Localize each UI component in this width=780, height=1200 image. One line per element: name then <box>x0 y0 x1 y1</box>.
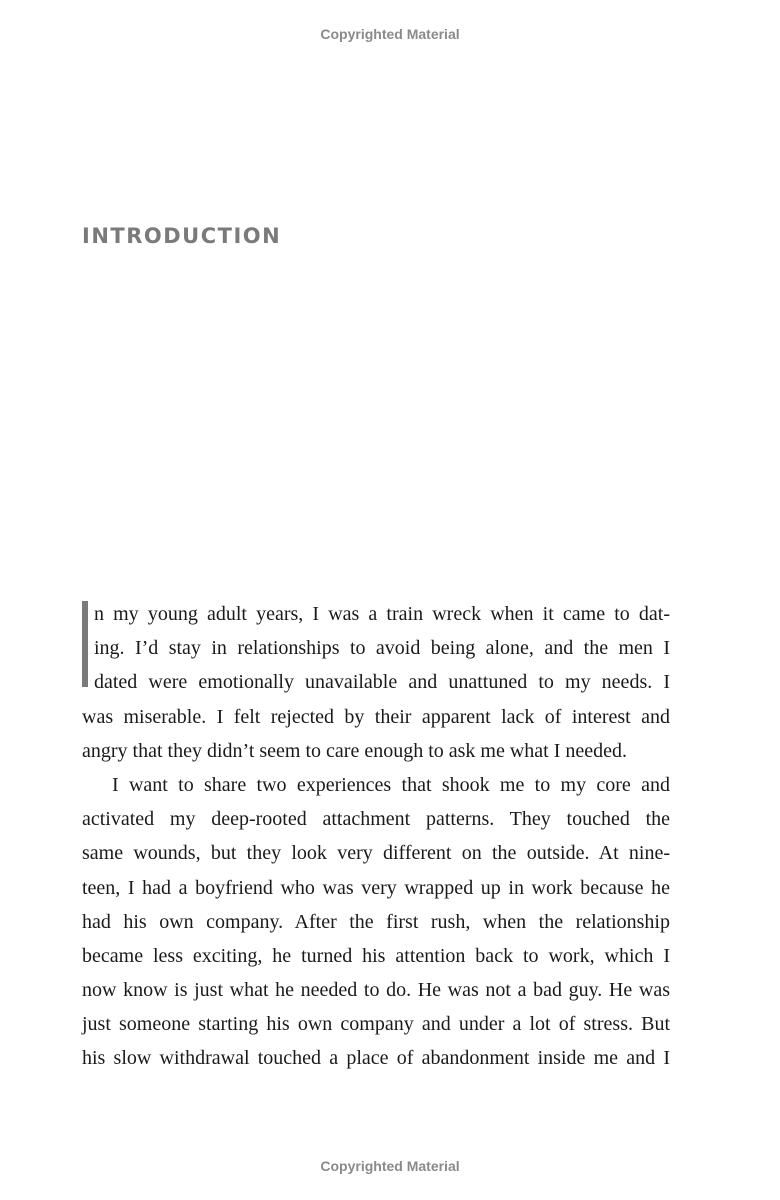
text-line: n my young adult years, I was a train wreck when it came to dat- <box>94 603 670 625</box>
text-line: became less exciting, he turned his attention back to work, which I <box>82 944 670 967</box>
text-line: just someone starting his own company and under a lot of stress. But <box>82 1013 670 1036</box>
text-line: had his own company. After the first rush, when the relationship <box>82 910 670 933</box>
text-line: angry that they didn’t seem to care enough to ask me what I needed. <box>82 739 628 762</box>
drop-cap-bar <box>82 601 88 687</box>
text-line: teen, I had a boyfriend who was very wrapped up in work because he <box>82 876 670 899</box>
text-line: ing. I’d stay in relationships to avoid being alone, and the men I <box>94 637 670 660</box>
text-line: was miserable. I felt rejected by their apparent lack of interest and <box>82 705 670 728</box>
copyright-watermark-top: Copyrighted Material <box>320 26 460 42</box>
body-text <box>82 597 670 1076</box>
text-line: his slow withdrawal touched a place of abandonment inside me and I <box>82 1047 670 1070</box>
text-line: dated were emotionally unavailable and unattuned to my needs. I <box>94 671 670 694</box>
text-line: now know is just what he needed to do. He was not a bad guy. He was <box>82 979 670 1002</box>
text-line: activated my deep-rooted attachment patterns. They touched the <box>82 808 670 831</box>
copyright-watermark-bottom: Copyrighted Material <box>320 1158 460 1174</box>
chapter-heading: INTRODUCTION <box>82 224 282 248</box>
text-line: same wounds, but they look very different on the outside. At nine- <box>82 842 670 865</box>
text-line: I want to share two experiences that shook me to my core and <box>112 773 670 796</box>
